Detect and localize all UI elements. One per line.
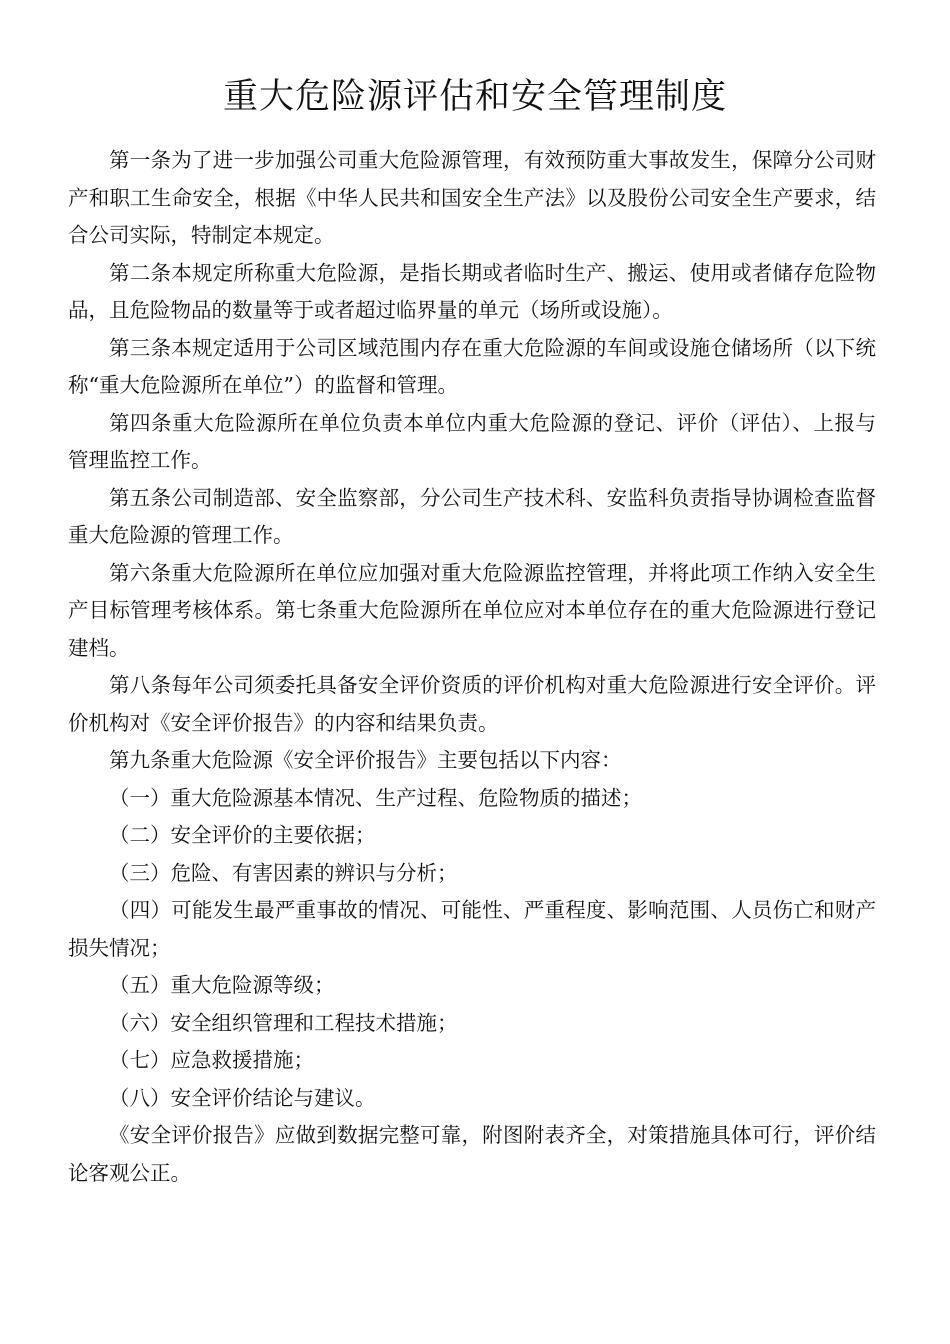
paragraph-article-1: 第一条为了进一步加强公司重大危险源管理，有效预防重大事故发生，保障分公司财产和职工生命安全，根据《中华人民共和国安全生产法》以及股份公司安全生产要求，结合公司实际，特制定本规定。 (68, 148, 876, 247)
paragraph-article-6-7: 第六条重大危险源所在单位应加强对重大危险源监控管理，并将此项工作纳入安全生产目标管理考核体系。第七条重大危险源所在单位应对本单位存在的重大危险源进行登记建档。 (68, 560, 876, 660)
list-item-4: （四）可能发生最严重事故的情况、可能性、严重程度、影响范围、人员伤亡和财产损失情况； (68, 898, 876, 960)
paragraph-article-3: 第三条本规定适用于公司区域范围内存在重大危险源的车间或设施仓储场所（以下统称“重大危险源所在单位”）的监督和管理。 (68, 335, 876, 397)
paragraph-article-9: 第九条重大危险源《安全评价报告》主要包括以下内容： (109, 748, 622, 772)
list-item-3: （三）危险、有害因素的辨识与分析； (109, 860, 458, 885)
paragraph-article-8: 第八条每年公司须委托具备安全评价资质的评价机构对重大危险源进行安全评价。评价机构对《安全评价报告》的内容和结果负责。 (68, 673, 876, 735)
list-item-6: （六）安全组织管理和工程技术措施； (109, 1010, 458, 1035)
document-title: 重大危险源评估和安全管理制度 (222, 77, 727, 117)
document-body (68, 142, 876, 1192)
list-item-8: （八）安全评价结论与建议。 (109, 1085, 376, 1110)
paragraph-article-2: 第二条本规定所称重大危险源，是指长期或者临时生产、搬运、使用或者储存危险物品，且危险物品的数量等于或者超过临界量的单元（场所或设施）。 (68, 260, 876, 322)
list-item-5: （五）重大危险源等级； (109, 973, 335, 997)
paragraph-report-requirements: 《安全评价报告》应做到数据完整可靠，附图附表齐全，对策措施具体可行，评价结论客观公正。 (68, 1123, 876, 1185)
paragraph-article-4: 第四条重大危险源所在单位负责本单位内重大危险源的登记、评价（评估）、上报与管理监控工作。 (68, 410, 876, 472)
paragraph-article-5: 第五条公司制造部、安全监察部，分公司生产技术科、安监科负责指导协调检查监督重大危险源的管理工作。 (68, 485, 876, 547)
list-item-2: （二）安全评价的主要依据； (109, 823, 376, 847)
list-item-7: （七）应急救援措施； (109, 1048, 314, 1072)
list-item-1: （一）重大危险源基本情况、生产过程、危险物质的描述； (109, 785, 642, 810)
